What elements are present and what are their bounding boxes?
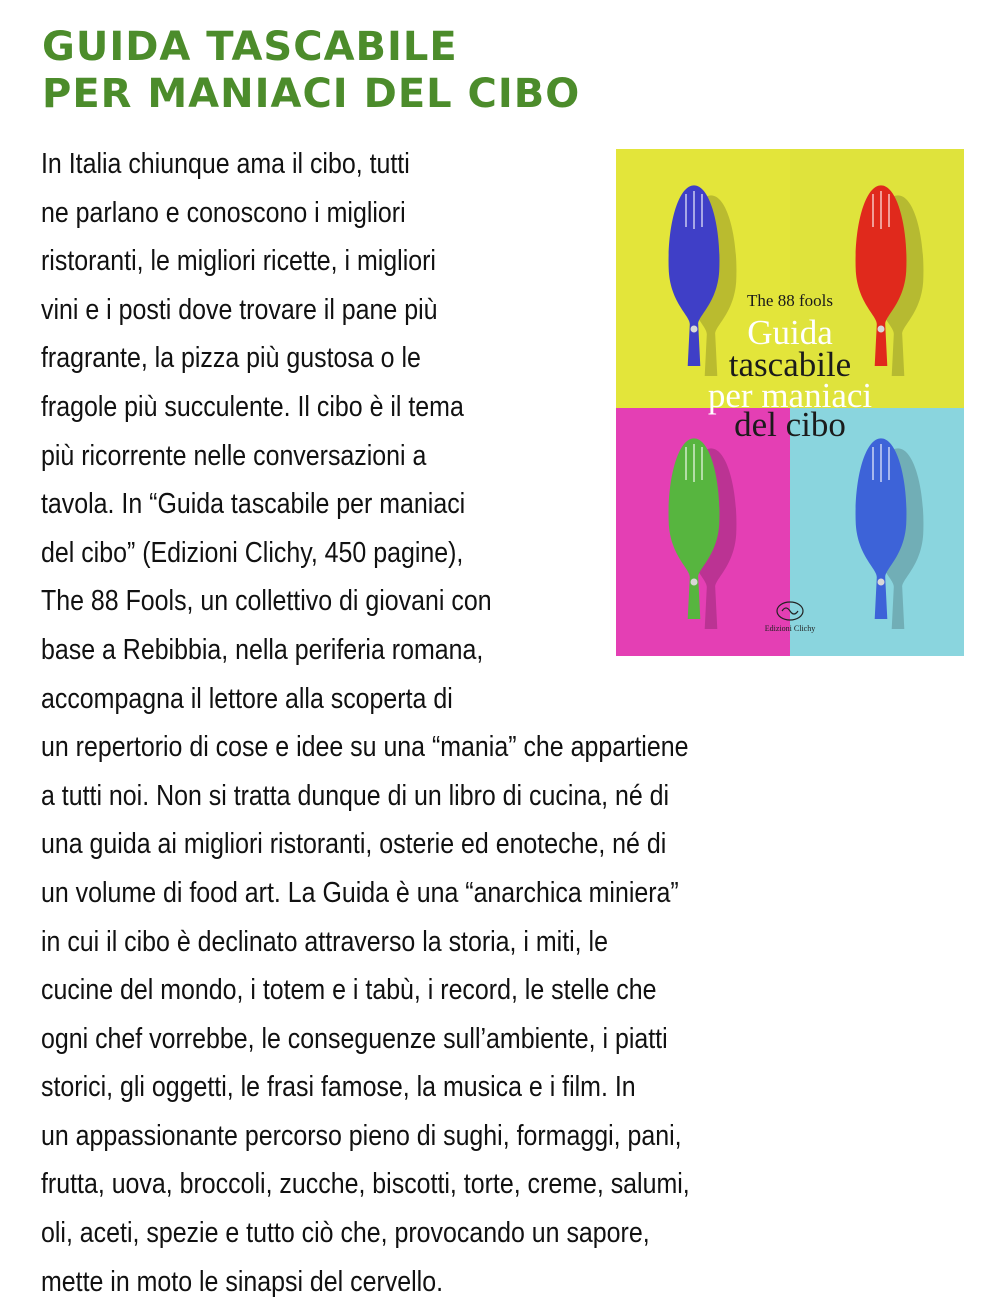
body-line: una guida ai migliori ristoranti, osterie ed enoteche, né di — [41, 828, 667, 861]
body-line: In Italia chiunque ama il cibo, tutti — [41, 148, 410, 180]
article-title-line-2: PER MANIACI DEL CIBO — [42, 71, 581, 117]
body-line: in cui il cibo è declinato attraverso la storia, i miti, le — [41, 925, 608, 958]
cover-author: The 88 fools — [747, 291, 833, 310]
cover-title-line-4: del cibo — [734, 405, 846, 444]
article-title — [42, 24, 580, 118]
cover-title-line-2: tascabile — [728, 345, 852, 384]
body-line: tavola. In “Guida tascabile per maniaci — [41, 488, 466, 521]
body-line: ogni chef vorrebbe, le conseguenze sull’ambiente, i piatti — [41, 1022, 668, 1055]
body-line: un appassionante percorso pieno di sughi, formaggi, pani, — [41, 1119, 682, 1152]
body-line: The 88 Fools, un collettivo di giovani con — [41, 585, 492, 618]
body-line: a tutti noi. Non si tratta dunque di un libro di cucina, né di — [41, 779, 670, 812]
cover-title-line-1: Guida — [747, 313, 833, 352]
article-body — [41, 140, 815, 1306]
body-line: base a Rebibbia, nella periferia romana, — [41, 633, 484, 666]
body-line: più ricorrente nelle conversazioni a — [41, 439, 427, 472]
body-line: cucine del mondo, i totem e i tabù, i record, le stelle che — [41, 974, 657, 1007]
body-line: un volume di food art. La Guida è una “anarchica miniera” — [41, 876, 679, 909]
body-line: un repertorio di cose e idee su una “mania” che appartiene — [41, 731, 689, 764]
body-line: oli, aceti, spezie e tutto ciò che, provocando un sapore, — [41, 1217, 650, 1250]
body-line: frutta, uova, broccoli, zucche, biscotti, torte, creme, salumi, — [41, 1168, 690, 1201]
body-line: del cibo” (Edizioni Clichy, 450 pagine), — [41, 536, 464, 569]
body-line: fragole più succulente. Il cibo è il tema — [41, 390, 464, 423]
article-title-line-1: GUIDA TASCABILE — [42, 24, 458, 70]
body-line: vini e i posti dove trovare il pane più — [41, 293, 438, 326]
body-line: ne parlano e conoscono i migliori — [41, 196, 406, 229]
body-line: accompagna il lettore alla scoperta di — [41, 682, 453, 715]
body-line: mette in moto le sinapsi del cervello. — [41, 1265, 444, 1298]
body-line: storici, gli oggetti, le frasi famose, la musica e i film. In — [41, 1071, 636, 1104]
body-line: fragrante, la pizza più gustosa o le — [41, 342, 421, 375]
cover-title-line-3: per maniaci — [707, 376, 873, 415]
body-line: ristoranti, le migliori ricette, i migliori — [41, 245, 436, 278]
cover-publisher: Edizioni Clichy — [764, 624, 816, 633]
